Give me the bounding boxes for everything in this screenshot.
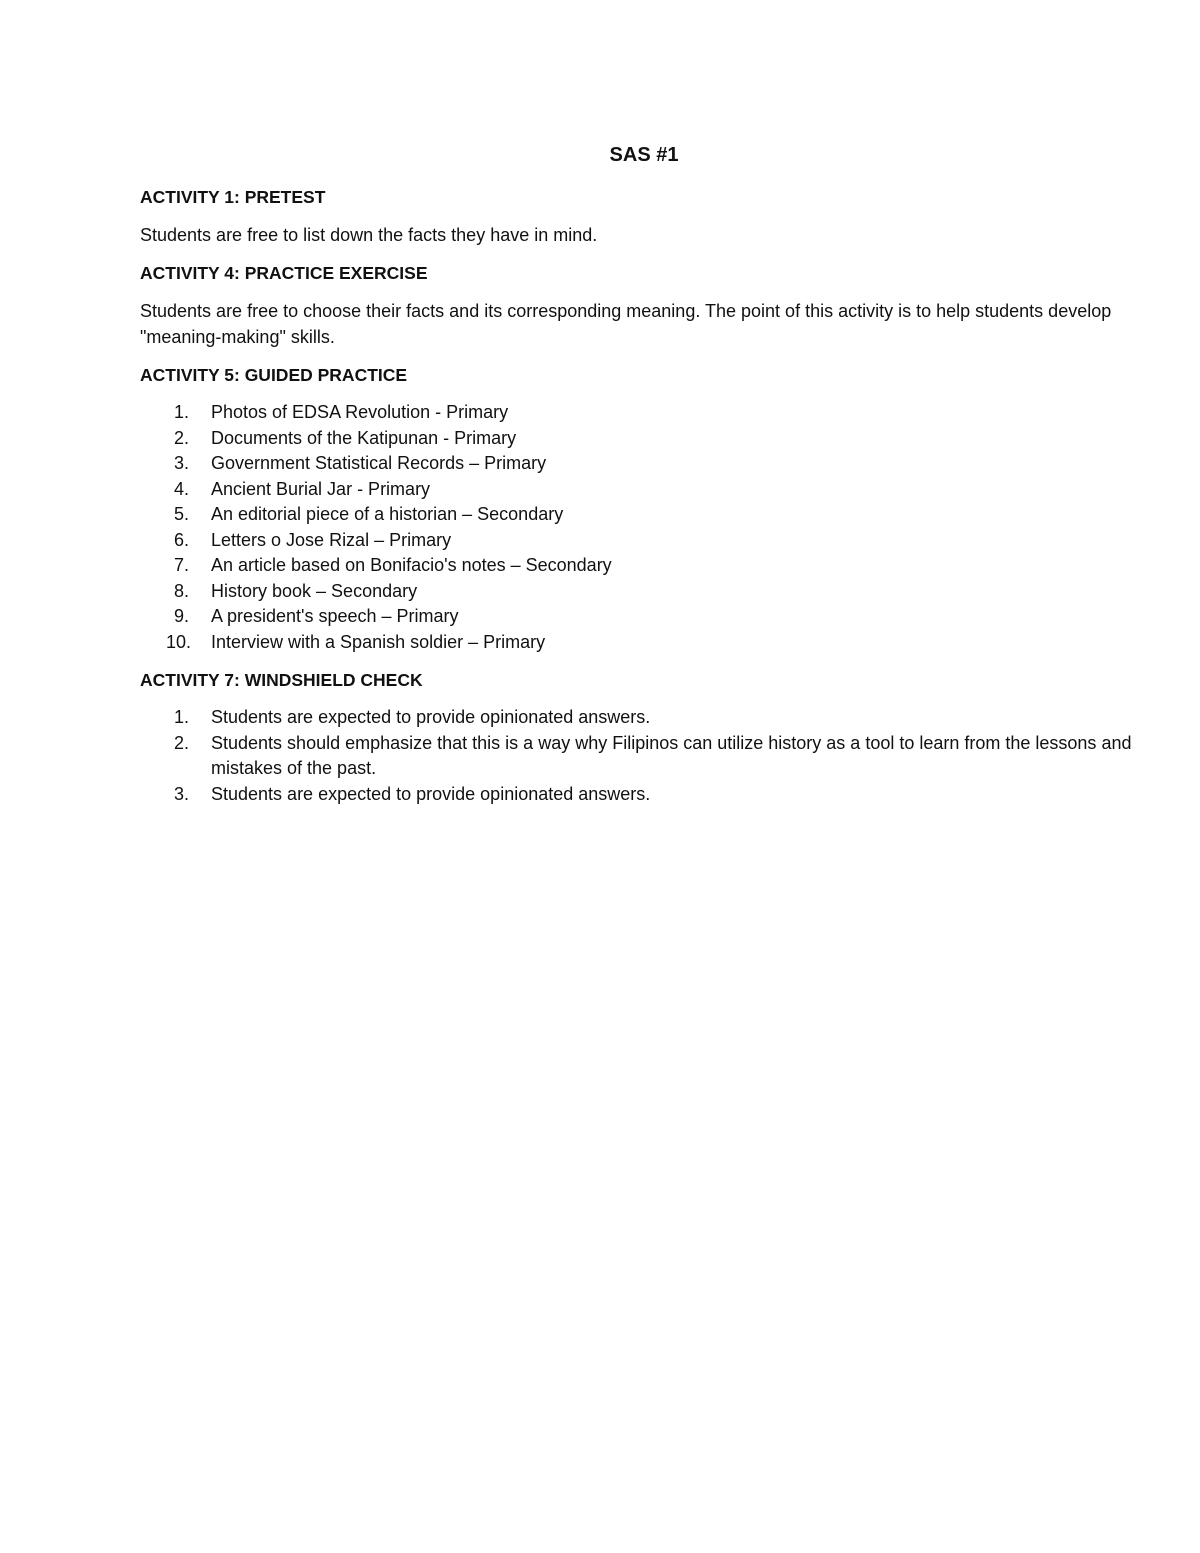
list-item (140, 553, 1140, 579)
windshield-check-list (140, 705, 1140, 807)
list-item (140, 400, 1140, 426)
list-item-text: Documents of the Katipunan - Primary (211, 427, 517, 448)
section-heading-activity-5: ACTIVITY 5: GUIDED PRACTICE (140, 365, 408, 385)
section-heading-activity-4: ACTIVITY 4: PRACTICE EXERCISE (140, 263, 428, 283)
section-paragraph-activity-1: Students are free to list down the facts they have in mind. (140, 225, 598, 245)
list-item-text: Photos of EDSA Revolution - Primary (211, 402, 509, 422)
list-item (140, 579, 1140, 605)
list-item-text: Interview with a Spanish soldier – Primary (211, 631, 546, 652)
list-item (140, 451, 1140, 477)
list-item-text: Students should emphasize that this is a way why Filipinos can utilize history as a tool to learn from the lessons and mistakes of the past. (211, 732, 1132, 778)
list-item-number: 2. (174, 427, 190, 448)
list-item-number: 3. (174, 453, 190, 473)
list-item-number: 7. (174, 555, 190, 575)
list-item-text: Students are expected to provide opinionated answers. (211, 707, 651, 727)
list-item-text: Government Statistical Records – Primary (211, 453, 547, 473)
list-item-number: 8. (174, 580, 190, 601)
list-item-number: 6. (174, 529, 190, 550)
list-item (140, 782, 1140, 808)
list-item (140, 731, 1140, 782)
list-item (140, 630, 1140, 656)
list-item-text: Ancient Burial Jar - Primary (211, 478, 431, 499)
list-item-number: 1. (174, 402, 190, 422)
list-item (140, 502, 1140, 528)
list-item-text: An article based on Bonifacio's notes – Secondary (211, 555, 612, 575)
list-item-text: A president's speech – Primary (211, 606, 459, 626)
section-heading-activity-1: ACTIVITY 1: PRETEST (140, 187, 326, 207)
list-item-number: 1. (174, 707, 190, 727)
section-heading-activity-7: ACTIVITY 7: WINDSHIELD CHECK (140, 670, 423, 690)
list-item (140, 705, 1140, 731)
guided-practice-list (140, 400, 1140, 655)
list-item-number: 10. (166, 631, 192, 652)
list-item-number: 3. (174, 783, 190, 804)
list-item-text: Letters o Jose Rizal – Primary (211, 529, 452, 550)
list-item (140, 426, 1140, 452)
list-item-number: 5. (174, 504, 190, 524)
list-item-number: 4. (174, 478, 190, 499)
list-item (140, 528, 1140, 554)
list-item-text: An editorial piece of a historian – Secondary (211, 504, 564, 524)
list-item-text: Students are expected to provide opinionated answers. (211, 783, 651, 804)
list-item-number: 9. (174, 606, 190, 626)
list-item (140, 604, 1140, 630)
document-content (140, 142, 1140, 821)
list-item-text: History book – Secondary (211, 580, 418, 601)
list-item-number: 2. (174, 732, 190, 753)
section-paragraph-activity-4: Students are free to choose their facts and its corresponding meaning. The point of this activity is to help students develop "meaning-making" skills. (140, 301, 1112, 347)
list-item (140, 477, 1140, 503)
document-title: SAS #1 (609, 144, 679, 166)
